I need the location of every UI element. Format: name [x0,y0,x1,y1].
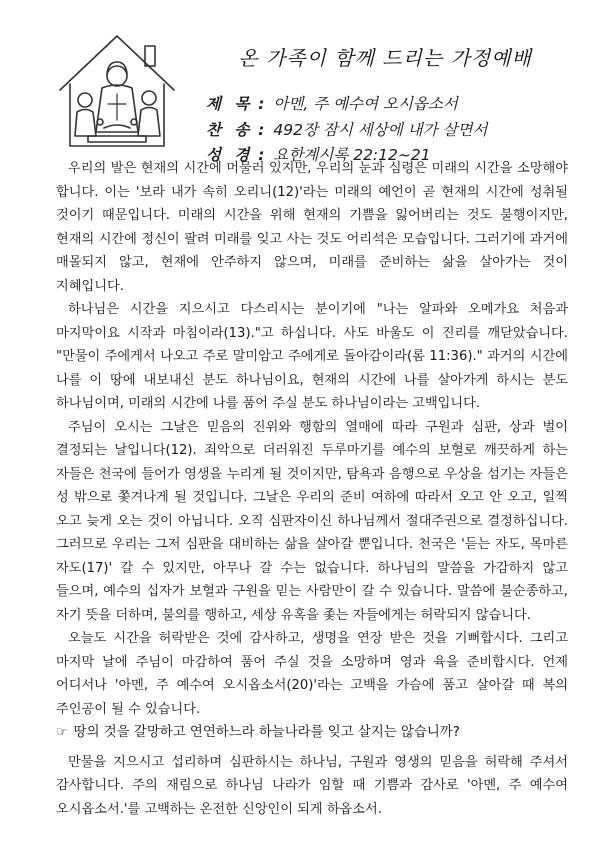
scripture-label: 성 경 [206,146,254,164]
reflection-question-text: 땅의 것을 갈망하고 연연하느라 하늘나라를 잊고 살지는 않습니까? [73,725,460,740]
sermon-body [56,157,568,821]
body-paragraph-3: 주님이 오시는 그날은 믿음의 진위와 행함의 열매에 따라 구원과 심판, 상과 벌이 결정되는 날입니다(12). 죄악으로 더러워진 두루마기를 예수의 보혈로 깨끗하게 하는 자들은 천국에 들어가 영생을 누리게 될 것이지만, 탐욕과 음행으로 우상을 섬기는 자들은 성 밖으로 쫓겨나게 될 것입니다. 그날은 우리의 준비 여하에 따라서 오고 안 오고, 일찍 오고 늦게 오는 것이 아닙니다. 오직 심판자이신 하나님께서 절대주권으로 결정하십니다. 그러므로 우리는 그저 심판을 대비하는 삶을 살아갈 뿐입니다. 천국은 '듣는 자도, 목마른 자도(17)' 갈 수 있지만, 아무나 갈 수는 없습니다. 하나님의 말씀을 가감하지 않고 들으며, 예수의 십자가 보혈과 구원을 믿는 사람만이 갈 수 있습니다. 말씀에 불순종하고, 자기 뜻을 더하며, 불의를 행하고, 세상 유혹을 좇는 자들에게는 허락되지 않습니다. [56,419,568,623]
scripture-value: 요한계시록 22:12~21 [273,146,431,164]
hymn-row [206,118,586,140]
separator: : [258,121,265,139]
pointing-hand-icon: ☞ [56,725,68,740]
body-paragraph-4: 오늘도 시간을 허락받은 것에 감사하고, 생명을 연장 받은 것을 기뻐합시다. 그리고 마지막 날에 주님이 마감하여 품어 주실 것을 소망하며 영과 육을 준비합시다. 언제 어디서나 '아멘, 주 예수여 오시옵소서(20)'라는 고백을 가슴에 품고 살아갈 때 복의 주인공이 될 수 있습니다. [56,631,568,717]
reflection-question [56,721,568,745]
hymn-value: 492장 잠시 세상에 내가 살면서 [273,121,488,139]
sermon-title-value: 아멘, 주 예수여 오시옵소서 [273,95,458,113]
sermon-title-label: 제 목 [206,95,254,113]
body-paragraph-1: 우리의 발은 현재의 시간에 머물러 있지만, 우리의 눈과 심령은 미래의 시간을 소망해야 합니다. 이는 '보라 내가 속히 오리니(12)'라는 미래의 예언이 곧 현재의 시간에 성취될 것이기 때문입니다. 미래의 시간을 위해 현재의 기쁨을 잃어버리는 것도 불행이지만, 현재의 시간에 정신이 팔려 미래를 잊고 사는 것도 어리석은 모습입니다. 그러기에 과거에 매몰되지 않고, 현재에 안주하지 않으며, 미래를 준비하는 삶을 살아가는 것이 지혜입니다. [56,161,568,294]
separator: : [258,95,265,113]
body-paragraph-2: 하나님은 시간을 지으시고 다스리시는 분이기에 "나는 알파와 오메가요 처음과 마지막이요 시작과 마침이라(13)."고 하십니다. 사도 바울도 이 진리를 깨닫았습니다. "만물이 주에게서 나오고 주로 말미암고 주에게로 돌아감이라(롬 11:36)." 과거의 시간에 나를 이 땅에 내보내신 분도 하나님이요, 현재의 시간에 나를 살아가게 하시는 분도 하나님이며, 미래의 시간에 나를 품어 주실 분도 하나님이라는 고백입니다. [56,302,568,411]
family-worship-illustration [48,24,186,154]
hymn-label: 찬 송 [206,121,254,139]
closing-prayer: 만물을 지으시고 섭리하며 심판하시는 하나님, 구원과 영생의 믿음을 허락해 주셔서 감사합니다. 주의 재림으로 하나님 나라가 임할 때 기쁨과 감사로 '아멘, 주 예수여 오시옵소서.'를 고백하는 온전한 신앙인이 되게 하옵소서. [56,754,568,817]
sermon-title-row [206,92,586,114]
separator: : [258,146,265,164]
page-title: 온 가족이 함께 드리는 가정예배 [238,46,532,70]
